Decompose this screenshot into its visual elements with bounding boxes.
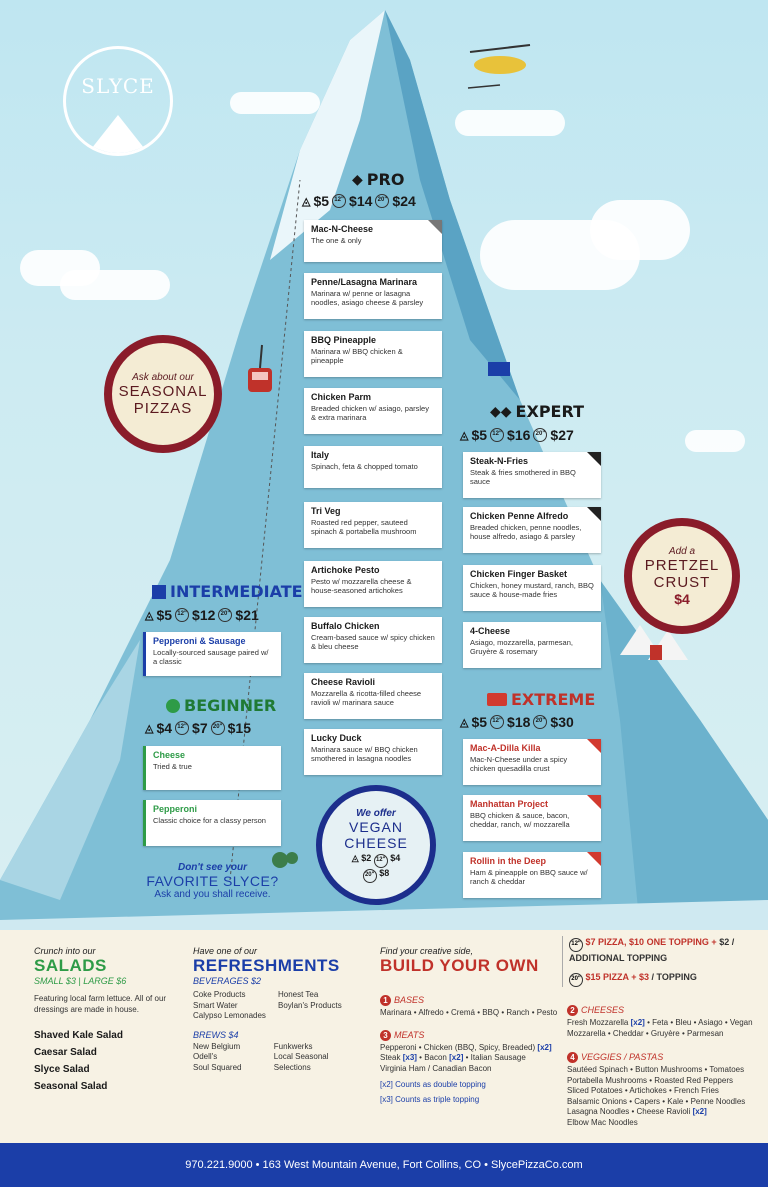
beginner-title: BEGINNER (166, 696, 276, 715)
menu-card-penne-lasagna: Penne/Lasagna Marinara Marinara w/ penne or lasagna noodles, asiago cheese & parsley (304, 273, 442, 319)
logo-text: SLYCE (81, 74, 155, 98)
menu-card-pepperoni-sausage: Pepperoni & Sausage Locally-sourced sausage paired w/ a classic (143, 632, 281, 676)
menu-card-mac-a-dilla-killa: Mac-A-Dilla Killa Mac-N-Cheese under a spicy chicken quesadilla crust (463, 739, 601, 785)
build-pricing: 12" $7 PIZZA, $10 ONE TOPPING + $2 / ADDITIONAL TOPPING 20" $15 PIZZA + $3 / TOPPING (562, 936, 752, 987)
bottom-panel (0, 930, 768, 1143)
menu-card-chicken-finger-basket: Chicken Finger Basket Chicken, honey mustard, ranch, BBQ sauce & house-made fries (463, 565, 601, 611)
seasonal-pizzas-badge: Ask about our SEASONAL PIZZAS (104, 335, 222, 453)
pretzel-crust-badge: Add a PRETZEL CRUST $4 (624, 518, 740, 634)
intermediate-prices: ◬ $5 12" $12 20" $21 (145, 607, 259, 623)
menu-card-buffalo-chicken: Buffalo Chicken Cream-based sauce w/ spicy chicken & bleu cheese (304, 617, 442, 663)
menu-card-chicken-penne-alfredo: Chicken Penne Alfredo Breaded chicken, penne noodles, house alfredo, asiago & parsley (463, 507, 601, 553)
menu-card-chicken-parm: Chicken Parm Breaded chicken w/ asiago, parsley & extra marinara (304, 388, 442, 434)
salads-section: Crunch into our SALADS SMALL $3 | LARGE $6 Featuring local farm lettuce. All of our dressings are made in house. Shaved Kale Salad Caesar Salad Slyce Salad Seasonal Salad (34, 946, 167, 1092)
footer-text[interactable]: 970.221.9000 • 163 West Mountain Avenue, Fort Collins, CO • SlycePizzaCo.com (185, 1159, 583, 1171)
menu-card-italy: Italy Spinach, feta & chopped tomato (304, 446, 442, 488)
pro-prices: ◬ $5 12" $14 20" $24 (302, 193, 416, 209)
cheeses-veggies: 2 CHEESES Fresh Mozzarella [x2] • Feta • Bleu • Asiago • Vegan Mozzarella • Cheddar • Gruyère • Parmesan 4 VEGGIES / PASTAS Sautéed Spinach • Button Mushrooms • Tomatoes Portabella Mushrooms • Roasted Red Peppers Sliced Potatoes • Artichokes • French Fries Balsamic Onions • Capers • Kale • Penne Noodles Lasagna Noodles • Cheese Ravioli [x2] Elbow Mac Noodles (567, 1005, 753, 1127)
build-your-own-section: Find your creative side, BUILD YOUR OWN 1 BASES Marinara • Alfredo • Cremá • BBQ • Ranch • Pesto 3 MEATS Pepperoni • Chicken (BBQ, Spicy, Breaded) [x2] Steak [x3] • Bacon [x2] • Italian Sausage Virginia Ham / Canadian Bacon [x2] Counts as double topping [x3] Counts as triple topping (380, 946, 558, 1104)
expert-prices: ◬ $5 12" $16 20" $27 (460, 427, 574, 443)
extreme-title: EXTREME (487, 690, 595, 709)
intermediate-title: INTERMEDIATE (152, 582, 303, 601)
menu-card-4-cheese: 4-Cheese Asiago, mozzarella, parmesan, Gruyère & rosemary (463, 622, 601, 668)
menu-card-cheese-ravioli: Cheese Ravioli Mozzarella & ricotta-filled cheese ravioli w/ marinara sauce (304, 673, 442, 719)
beginner-prices: ◬ $4 12" $7 20" $15 (145, 720, 251, 736)
vegan-cheese-badge: We offer VEGAN CHEESE ◬ $2 12" $4 20" $8 (316, 785, 436, 905)
menu-card-lucky-duck: Lucky Duck Marinara sauce w/ BBQ chicken smothered in lasagna noodles (304, 729, 442, 775)
refreshments-section: Have one of our REFRESHMENTS BEVERAGES $2 Coke Products Smart Water Calypso Lemonades Honest Tea Boylan's Products BREWS $4 New Belgium Odell's Soul Squared Funkwerks Local Seasonal Selections (193, 946, 342, 1072)
pro-title: ◆ PRO (352, 170, 405, 189)
expert-title: ◆◆ EXPERT (490, 402, 584, 421)
menu-card-tri-veg: Tri Veg Roasted red pepper, sauteed spinach & portabella mushroom (304, 502, 442, 548)
footer-contact (0, 1143, 768, 1187)
menu-card-bbq-pineapple: BBQ Pineapple Marinara w/ BBQ chicken & pineapple (304, 331, 442, 377)
slyce-logo (63, 46, 173, 156)
menu-card-steak-n-fries: Steak-N-Fries Steak & fries smothered in BBQ sauce (463, 452, 601, 498)
menu-card-cheese: Cheese Tried & true (143, 746, 281, 790)
menu-card-manhattan-project: Manhattan Project BBQ chicken & sauce, bacon, cheddar, ranch, w/ mozzarella (463, 795, 601, 841)
extreme-prices: ◬ $5 12" $18 20" $30 (460, 714, 574, 730)
menu-card-pepperoni: Pepperoni Classic choice for a classy person (143, 800, 281, 846)
menu-card-artichoke-pesto: Artichoke Pesto Pesto w/ mozzarella cheese & house-seasoned artichokes (304, 561, 442, 607)
menu-card-rollin-in-the-deep: Rollin in the Deep Ham & pineapple on BBQ sauce w/ ranch & cheddar (463, 852, 601, 898)
menu-card-mac-n-cheese: Mac-N-Cheese The one & only (304, 220, 442, 262)
favorite-slyce-note: Don't see your FAVORITE SLYCE? Ask and you shall receive. (146, 862, 279, 900)
